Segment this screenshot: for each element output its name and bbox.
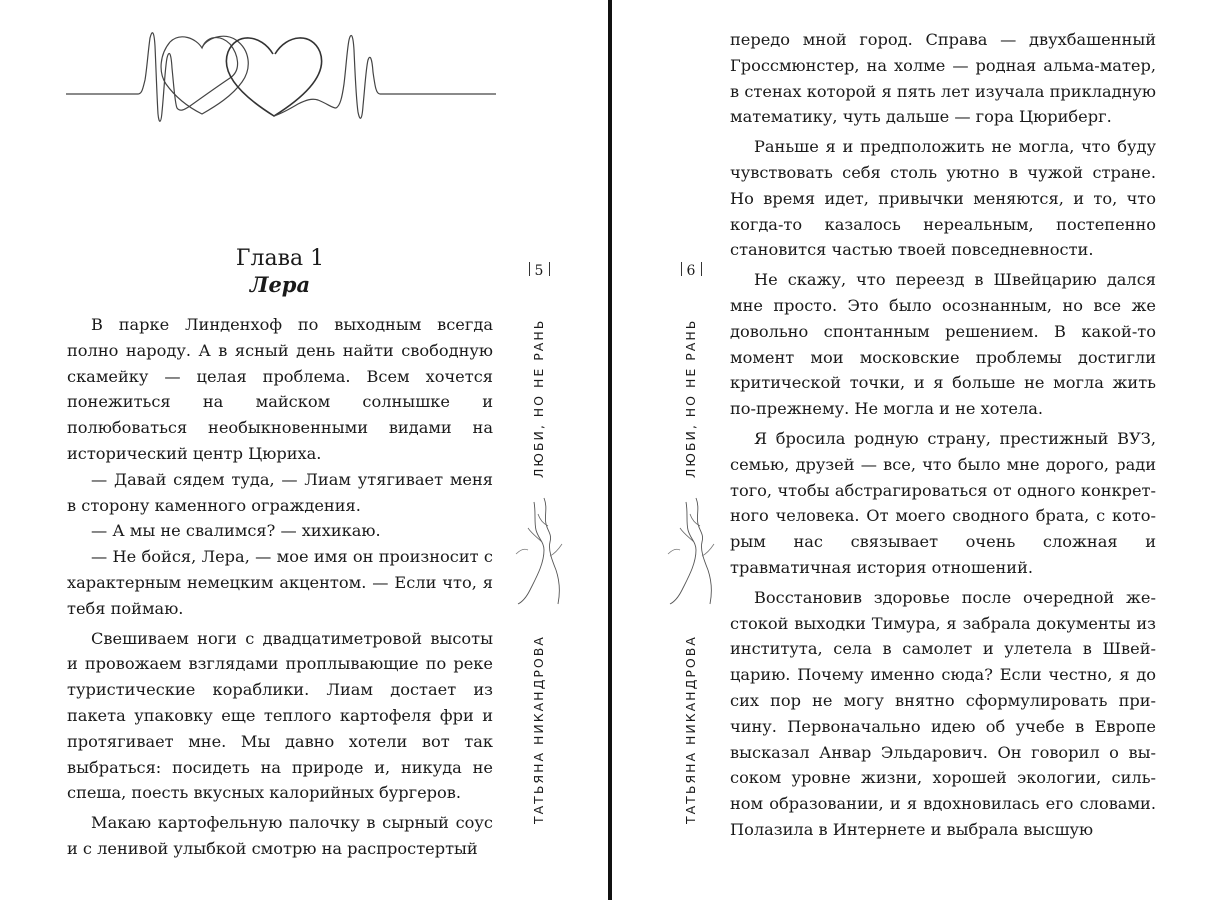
divider: [701, 262, 702, 276]
couple-sketch-icon: [666, 494, 718, 606]
paragraph: Раньше я и предположить не могла, что буду чувствовать себя столь уютно в чужой стране. Но время идет, привычки меняются, и то, что когда-то казалось нереальным, постепенно становится частью твоей повседневности.: [730, 137, 1156, 260]
running-title: ЛЮБИ, НО НЕ РАНЬ: [683, 318, 698, 478]
right-running-column: [668, 0, 714, 900]
running-title: ЛЮБИ, НО НЕ РАНЬ: [531, 318, 546, 478]
couple-sketch-icon: [514, 494, 566, 606]
divider: [529, 262, 530, 276]
paragraph: Я бросила родную страну, престижный ВУЗ, семью, друзей — все, что было мне дорого, ради того, чтобы абстрагироваться от одного конкретного человека. От моего сводного брата, с которым нас связывает очень сложная и травматичная история отношений.: [730, 428, 1156, 577]
paragraph: Восстановив здоровье после очередной жестокой выходки Тимура, я забрала документы из института, села в самолет и улетела в Швейцарию. Почему именно сюда? Если честно, я до сих пор не могу внятно сформулировать причину. Первоначально идею об учебе в Европе высказал Анвар Эльдарович. Он говорил о высоком уровне жизни, хорошей экологии, сильном образовании, и я вдохновилась его словами. Полазила в Интернете и выбрала высшую: [730, 587, 1156, 839]
page-number: 6: [686, 263, 696, 279]
paragraph: В парке Линденхоф по выходным всегда полно народу. А в ясный день найти свободную скамейку — целая проблема. Всем хочется понежиться на майском солнышке и полюбоваться необыкновенными видами на исторический центр Цюриха.: [67, 315, 493, 463]
running-author: ТАТЬЯНА НИКАНДРОВА: [683, 635, 698, 824]
heartbeat-heart-icon: [66, 28, 496, 128]
running-author: ТАТЬЯНА НИКАНДРОВА: [531, 635, 546, 824]
left-running-column: [516, 0, 562, 900]
left-page-body: [67, 312, 493, 862]
paragraph: передо мной город. Справа — двухбашенный Гроссмюнстер, на холме — родная альма-матер, в стенах которой я пять лет изучала прикладную математику, чуть дальше — гора Цюриберг.: [730, 30, 1156, 127]
paragraph: Свешиваем ноги с двадцатиметровой высоты и провожаем взглядами проплывающие по реке туристические кораблики. Лиам достает из пакета упаковку еще теплого картофеля фри и протягивает мне. Мы давно хотели вот так выбраться: посидеть на природе и, никуда не спеша, поесть вкусных калорийных бургеров.: [67, 628, 493, 803]
paragraph: — Не бойся, Лера, — мое имя он произносит с характерным немецким акцентом. — Если что, я тебя поймаю.: [67, 547, 493, 618]
chapter-title: Глава 1: [235, 246, 325, 271]
divider: [681, 262, 682, 276]
right-page-body: [730, 27, 1156, 843]
paragraph: Макаю картофельную палочку в сырный соус и с ленивой улыбкой смотрю на распростертый: [67, 813, 493, 858]
divider: [549, 262, 550, 276]
chapter-subtitle: Лера: [249, 272, 311, 297]
left-page: [0, 0, 608, 900]
paragraph: — А мы не свалимся? — хихикаю.: [91, 521, 381, 541]
right-page: [612, 0, 1223, 900]
paragraph: — Давай сядем туда, — Лиам утягивает меня в сторону каменного ограждения.: [67, 469, 493, 515]
paragraph: Не скажу, что переезд в Швейцарию дался мне просто. Это было осознанным, но все же довольно спонтанным решением. В какой-то момент мои московские проблемы достигли критической точки, и я больше не могла жить по-прежнему. Не могла и не хотела.: [730, 270, 1156, 419]
page-number: 5: [534, 263, 544, 279]
